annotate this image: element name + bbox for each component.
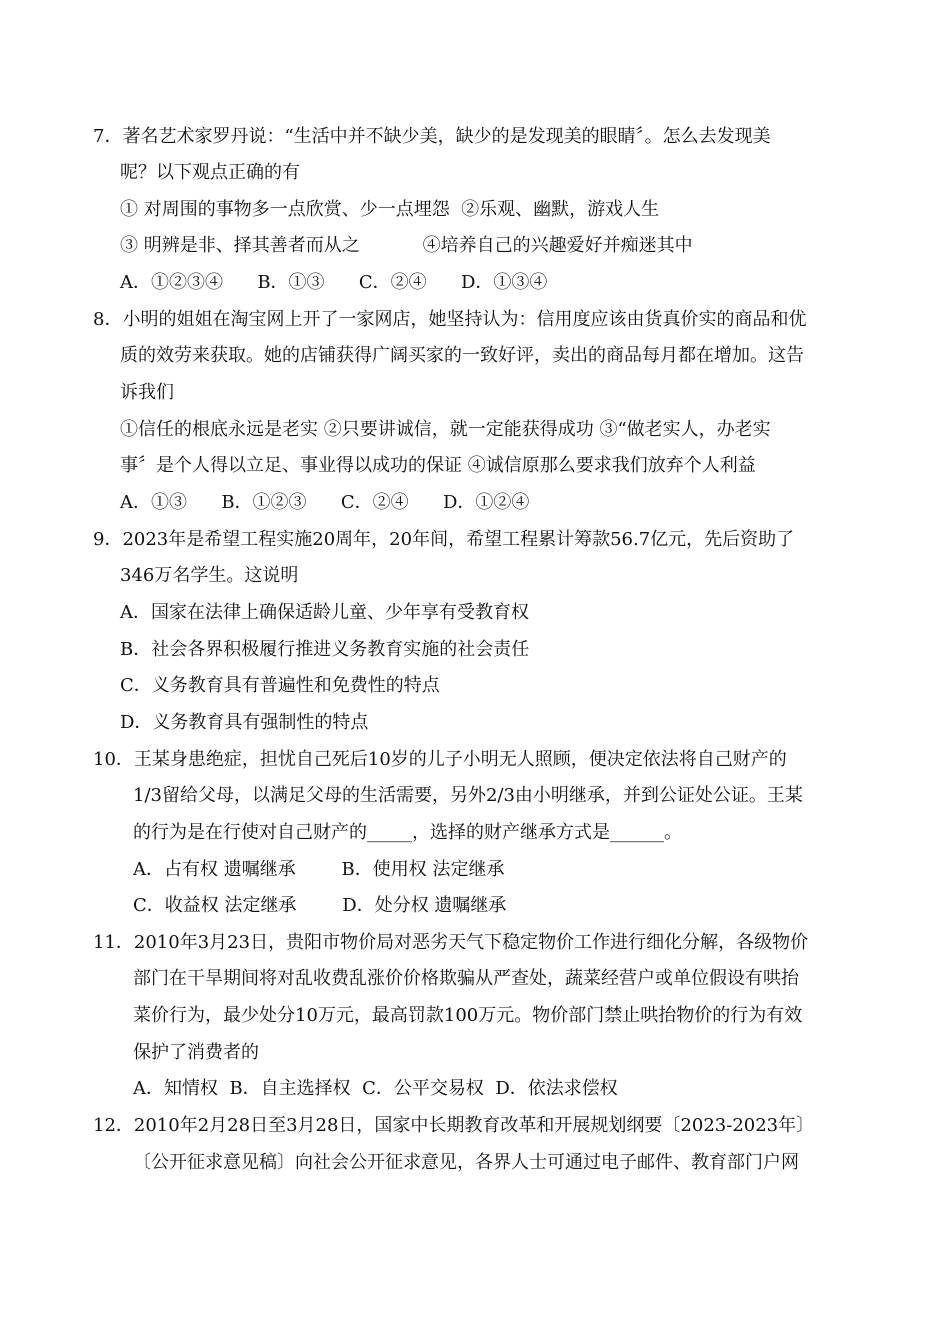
q9-option-a: A．国家在法律上确保适龄儿童、少年享有受教育权 — [120, 602, 529, 623]
q10-options-row-1: A．占有权 遗嘱继承 B．使用权 法定继承 — [133, 859, 505, 880]
q10-text-line-1: 10．王某身患绝症，担忧自己死后10岁的儿子小明无人照顾，便决定依法将自己财产的 — [93, 749, 787, 770]
q9-option-b: B．社会各界积极履行推进义务教育实施的社会责任 — [120, 639, 530, 660]
q10-options-row-2: C．收益权 法定继承 D．处分权 遗嘱继承 — [133, 895, 507, 916]
q9-text-line-2: 346万名学生。这说明 — [120, 565, 299, 586]
q10-text-line-2: 1/3留给父母，以满足父母的生活需要，另外2/3由小明继承，并到公证处公证。王某 — [133, 785, 803, 806]
q11-text-line-3: 菜价行为，最少处分10万元，最高罚款100万元。物价部门禁止哄抬物价的行为有效 — [133, 1005, 803, 1026]
q8-statement-2: 事〞是个人得以立足、事业得以成功的保证 ④诚信原那么要求我们放弃个人利益 — [120, 455, 756, 476]
q12-text-line-1: 12．2010年2月28日至3月28日，国家中长期教育改革和开展规划纲要〔2023-2023年〕 — [93, 1115, 815, 1136]
q11-text-line-2: 部门在干旱期间将对乱收费乱涨价价格欺骗从严查处，蔬菜经营户或单位假设有哄抬 — [133, 968, 799, 989]
q7-statement-2: ③ 明辨是非、择其善者而从之 ④培养自己的兴趣爱好并痴迷其中 — [120, 235, 693, 256]
q7-text-line-2: 呢？以下观点正确的有 — [120, 162, 300, 183]
q8-text-line-1: 8．小明的姐姐在淘宝网上开了一家网店，她坚持认为：信用度应该由货真价实的商品和优 — [93, 309, 807, 330]
q11-text-line-4: 保护了消费者的 — [133, 1042, 259, 1063]
q7-statement-1: ① 对周围的事物多一点欣赏、少一点埋怨 ②乐观、幽默，游戏人生 — [120, 199, 660, 220]
q8-text-line-3: 诉我们 — [120, 382, 174, 403]
q9-option-c: C．义务教育具有普遍性和免费性的特点 — [120, 675, 440, 696]
q10-text-line-3: 的行为是在行使对自己财产的_____，选择的财产继承方式是______。 — [133, 822, 682, 843]
q12-text-line-2: 〔公开征求意见稿〕向社会公开征求意见，各界人士可通过电子邮件、教育部门户网 — [133, 1152, 799, 1173]
q11-options: A．知情权 B．自主选择权 C．公平交易权 D．依法求偿权 — [133, 1078, 618, 1099]
q8-text-line-2: 质的效劳来获取。她的店铺获得广阔买家的一致好评，卖出的商品每月都在增加。这告 — [120, 345, 804, 366]
q8-statement-1: ①信任的根底永远是老实 ②只要讲诚信，就一定能获得成功 ③“做老实人，办老实 — [120, 419, 771, 440]
q9-text-line-1: 9．2023年是希望工程实施20周年，20年间，希望工程累计筹款56.7亿元，先后资助了 — [93, 529, 795, 550]
q7-options: A．①②③④ B．①③ C．②④ D．①③④ — [120, 272, 548, 293]
q7-text-line-1: 7．著名艺术家罗丹说：“生活中并不缺少美，缺少的是发现美的眼睛〞。怎么去发现美 — [93, 126, 771, 147]
q8-options: A．①③ B．①②③ C．②④ D．①②④ — [120, 492, 530, 513]
q11-text-line-1: 11．2010年3月23日，贵阳市物价局对恶劣天气下稳定物价工作进行细化分解，各级物价 — [93, 932, 809, 953]
q9-option-d: D．义务教育具有强制性的特点 — [120, 712, 369, 733]
